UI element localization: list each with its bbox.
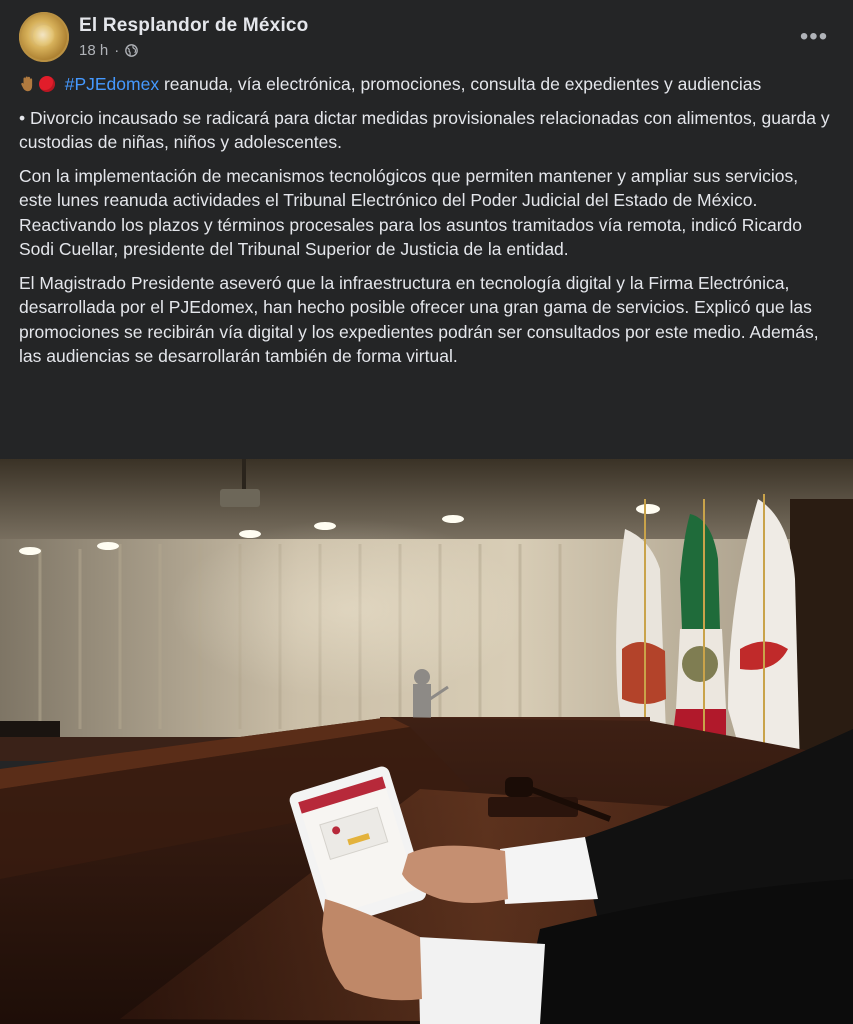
more-options-icon: •••: [799, 23, 829, 50]
paragraph: • Divorcio incausado se radicará para dictar medidas provisionales relacionadas con alimentos, guarda y custodias de niñas, niños y adolescentes.: [19, 107, 830, 152]
post-text: [19, 72, 834, 378]
hashtag-link[interactable]: #PJEdomex: [64, 74, 160, 94]
courtroom-photo: [0, 459, 853, 1024]
post-header: [19, 12, 834, 64]
meta-separator: ·: [114, 42, 120, 59]
page-name-link[interactable]: El Resplandor de México: [79, 15, 309, 36]
headline: [19, 72, 834, 97]
paragraph: El Magistrado Presidente aseveró que la infraestructura en tecnología digital y la Firma Electrónica, desarrollada por el PJEdomex, han hecho posible ofrecer una gran gama de servicios. Explicó que las promociones se recibirán vía digital y los expedientes podrán ser consultados por este medio. Además, las audiencias se desarrollarán también de forma virtual.: [19, 272, 819, 366]
timestamp-link[interactable]: 18 h: [79, 42, 109, 59]
more-options-button[interactable]: [794, 22, 834, 52]
raised-hand-icon: [19, 75, 37, 93]
red-circle-icon: [39, 76, 55, 92]
post-meta: [79, 42, 138, 59]
post-photo[interactable]: [0, 459, 853, 1024]
page-avatar[interactable]: [19, 12, 69, 62]
headline-text: reanuda, vía electrónica, promociones, consulta de expedientes y audiencias: [163, 74, 762, 94]
paragraph: Con la implementación de mecanismos tecnológicos que permiten mantener y ampliar sus servicios, este lunes reanuda actividades el Tribunal Electrónico del Poder Judicial del Estado de México. Reactivando los plazos y términos procesales para los asuntos tramitados vía remota, indicó Ricardo Sodi Cuellar, presidente del Tribunal Superior de Justicia de la entidad.: [19, 165, 803, 259]
globe-icon[interactable]: [125, 44, 138, 57]
